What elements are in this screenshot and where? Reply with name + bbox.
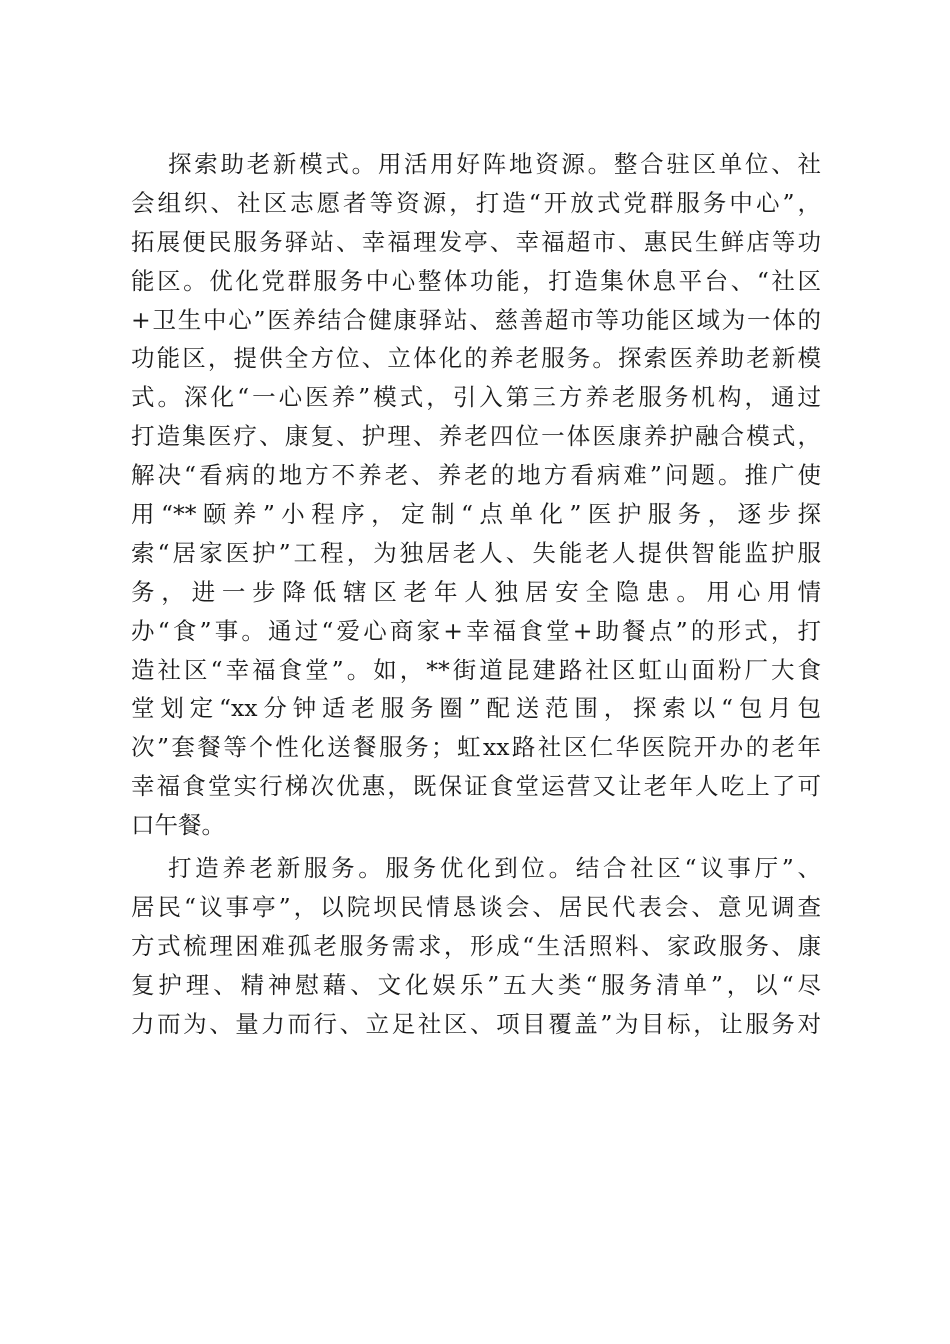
text-line: 能区。优化党群服务中心整体功能，打造集休息平台、“社区	[131, 266, 821, 295]
text-line: 造社区“幸福食堂”。如，**街道昆建路社区虹山面粉厂大食	[131, 655, 821, 684]
text-line: 次”套餐等个性化送餐服务；虹xx路社区仁华医院开办的老年	[131, 733, 821, 762]
text-line: 复护理、精神慰藉、文化娱乐”五大类“服务清单”，以“尽	[131, 970, 821, 999]
text-line: 打造集医疗、康复、护理、养老四位一体医康养护融合模式，	[131, 422, 821, 451]
text-line: 力而为、量力而行、立足社区、项目覆盖”为目标，让服务对	[131, 1009, 821, 1038]
text-line: 口午餐。	[131, 811, 225, 840]
paragraph-elderly-care-services	[131, 849, 821, 1043]
text-line: 索“居家医护”工程，为独居老人、失能老人提供智能监护服	[131, 538, 821, 567]
text-line: 式。深化“一心医养”模式，引入第三方养老服务机构，通过	[131, 383, 821, 412]
text-line: 务，进一步降低辖区老年人独居安全隐患。用心用情	[131, 577, 821, 606]
text-line: 拓展便民服务驿站、幸福理发亭、幸福超市、惠民生鲜店等功	[131, 227, 821, 256]
text-line: 探索助老新模式。用活用好阵地资源。整合驻区单位、社	[168, 150, 821, 178]
text-line: 堂划定“xx分钟适老服务圈”配送范围，探索以“包月包	[131, 694, 821, 723]
text-line: 解决“看病的地方不养老、养老的地方看病难”问题。推广使	[131, 461, 821, 490]
text-line: +卫生中心”医养结合健康驿站、慈善超市等功能区域为一体的	[131, 305, 821, 334]
text-line: 居民“议事亭”，以院坝民情恳谈会、居民代表会、意见调查	[131, 892, 821, 921]
text-line: 会组织、社区志愿者等资源，打造“开放式党群服务中心”，	[131, 188, 821, 217]
text-line: 功能区，提供全方位、立体化的养老服务。探索医养助老新模	[131, 344, 821, 373]
text-line: 方式梳理困难孤老服务需求，形成“生活照料、家政服务、康	[131, 931, 821, 960]
paragraph-elderly-assistance-model	[131, 145, 821, 845]
text-line: 用“**颐养”小程序，定制“点单化”医护服务，逐步探	[131, 500, 821, 529]
text-line: 打造养老新服务。服务优化到位。结合社区“议事厅”、	[168, 854, 821, 883]
text-line: 幸福食堂实行梯次优惠，既保证食堂运营又让老年人吃上了可	[131, 772, 821, 801]
text-line: 办“食”事。通过“爱心商家+幸福食堂+助餐点”的形式，打	[131, 616, 821, 645]
document-body	[131, 145, 821, 1043]
